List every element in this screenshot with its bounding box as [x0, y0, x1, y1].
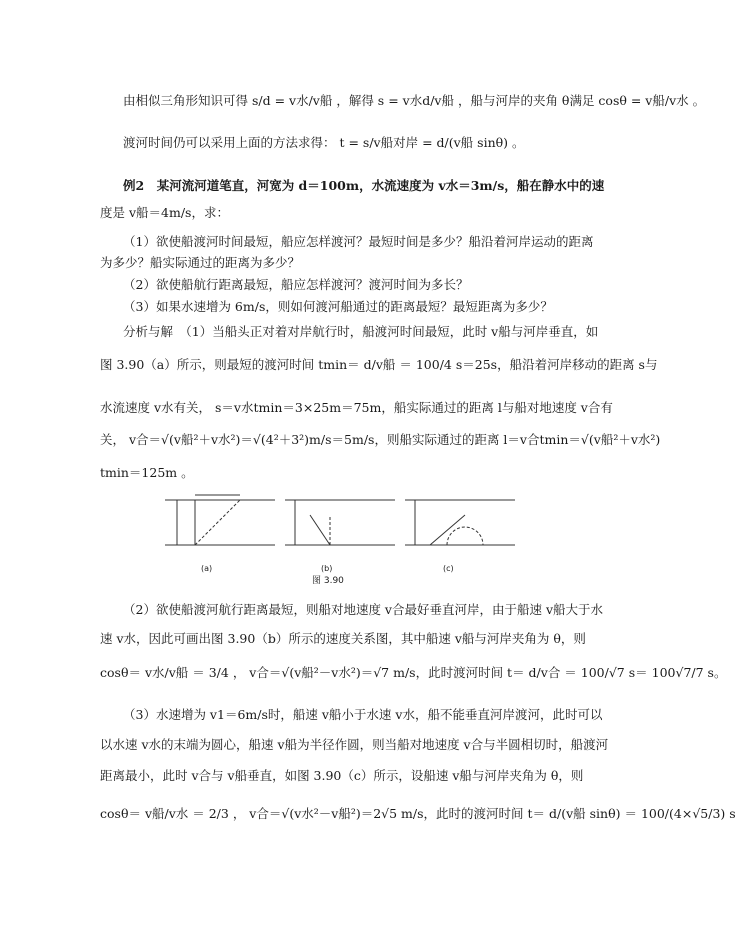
part3-line-3: 距离最小，此时 v合与 v船垂直，如图 3.90（c）所示，设船速 v船与河岸夹角为 θ，则 [100, 768, 584, 783]
question-3: （3）如果水速增为 6m/s，则如何渡河船通过的距离最短？最短距离为多少？ [123, 299, 553, 314]
analysis-line-3: 水流速度 v水有关， s＝v水tmin＝3×25m＝75m，船实际通过的距离 l与船对地速度 v合有 [100, 400, 613, 415]
figure-b [285, 500, 395, 545]
part3-line-2: 以水速 v水的末端为圆心，船速 v船为半径作圆，则当船对地速度 v合与半圆相切时，船渡河 [100, 737, 609, 752]
figure-c [405, 500, 515, 545]
analysis-line-5: tmin＝125m 。 [100, 465, 194, 480]
analysis-line-2: 图 3.90（a）所示，则最短的渡河时间 tmin＝ d/v船 ＝ 100/4 s＝25s，船沿着河岸移动的距离 s与 [100, 357, 658, 372]
question-1-cont: 为多少？船实际通过的距离为多少？ [100, 255, 301, 270]
figure-caption: 图 3.90 [312, 576, 344, 586]
example-2-line-2: 度是 v船＝4m/s，求： [100, 205, 229, 220]
part2-line-3: cosθ＝ v水/v船 ＝ 3/4 ， v合＝√(v船²－v水²)＝√7 m/s，此时渡河时间 t＝ d/v合 ＝ 100/√7 s＝ 100√7/7 s。 [100, 665, 727, 680]
part2-line-2: 速 v水，因此可画出图 3.90（b）所示的速度关系图，其中船速 v船与河岸夹角为 θ，则 [100, 631, 586, 646]
part3-line-1: （3）水速增为 v1＝6m/s时，船速 v船小于水速 v水，船不能垂直河岸渡河，此时可以 [123, 707, 603, 722]
question-2: （2）欲使船航行距离最短，船应怎样渡河？渡河时间为多长？ [123, 277, 469, 292]
analysis-heading: 分析与解 （1）当船头正对着对岸航行时，船渡河时间最短，此时 v船与河岸垂直，如 [123, 324, 599, 339]
part2-line-1: （2）欲使船渡河航行距离最短，则船对地速度 v合最好垂直河岸，由于船速 v船大于水 [123, 602, 604, 617]
figure-a-label: (a) [201, 564, 213, 573]
example-2-heading: 例2 某河流河道笔直，河宽为 d＝100m，水流速度为 v水＝3m/s，船在静水中的速 [123, 178, 605, 193]
figure-b-label: (b) [321, 564, 333, 573]
paragraph-crossing-time: 渡河时间仍可以采用上面的方法求得： t = s/v船对岸 = d/(v船 sinθ) 。 [123, 135, 525, 150]
part3-line-4: cosθ＝ v船/v水 ＝ 2/3 ， v合＝√(v水²－v船²)＝2√5 m/s，此时的渡河时间 t＝ d/(v船 sinθ) ＝ 100/(4×√5/3) s [100, 806, 736, 821]
figure-c-label: (c) [443, 564, 454, 573]
paragraph-similar-triangles: 由相似三角形知识可得 s/d = v水/v船 ，解得 s = v水d/v船 ，船与河岸的夹角 θ满足 cosθ = v船/v水 。 [123, 93, 706, 108]
figure-a [165, 495, 275, 545]
question-1: （1）欲使船渡河时间最短，船应怎样渡河？最短时间是多少？船沿着河岸运动的距离 [123, 234, 594, 249]
analysis-line-4: 关， v合＝√(v船²＋v水²)＝√(4²＋3²)m/s＝5m/s，则船实际通过的距离 l＝v合tmin＝√(v船²＋v水²) [100, 432, 661, 447]
